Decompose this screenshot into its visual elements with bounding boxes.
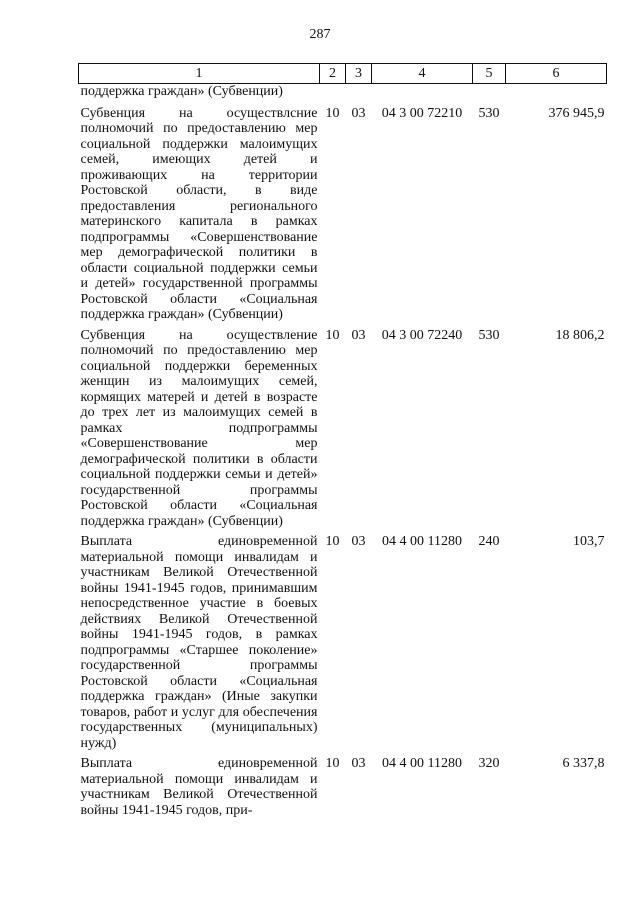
row-expense-type: 530 [478, 327, 500, 343]
row-section: 10 [325, 105, 340, 121]
table-row [79, 106, 607, 328]
row-amount: 18 806,2 [555, 327, 605, 343]
row-amount: 6 337,8 [562, 756, 605, 771]
header-col-4: 4 [372, 64, 473, 84]
header-col-5: 5 [473, 64, 506, 84]
header-col-1: 1 [79, 64, 320, 84]
row-amount: 376 945,9 [548, 105, 605, 121]
row-target-article: 04 3 00 72210 [381, 105, 463, 121]
row-target-article: 04 4 00 11280 [382, 534, 462, 549]
row-expense-type: 320 [478, 756, 500, 771]
row-subsection: 03 [351, 327, 366, 343]
row-section: 10 [325, 534, 340, 549]
row-section: 10 [325, 327, 340, 343]
row-amount: 103,7 [573, 534, 605, 549]
table-row [79, 328, 607, 535]
row-expense-type: 240 [478, 534, 500, 549]
row-subsection: 03 [351, 105, 366, 121]
row-subsection: 03 [351, 756, 366, 771]
row-target-article: 04 3 00 72240 [381, 327, 463, 343]
continuation-row [79, 84, 607, 106]
row-description: Выплата единовременной материальной помощи инвалидам и участникам Великой Отечественной войны 1941-1945 годов, принимавшим непосредственное участие в боевых действиях Великой Отечественной войны 1941-1945 годов, в рамках подпрограммы «Старшее поколение» государственной программы Ростовской области «Социальная поддержка граждан» (Иные закупки товаров, работ и услуг для обеспечения государственных (муниципальных) нужд) [80, 534, 318, 751]
header-row [79, 64, 607, 84]
budget-table [78, 63, 607, 823]
header-col-3: 3 [346, 64, 372, 84]
row-section: 10 [325, 756, 340, 771]
header-col-6: 6 [506, 64, 607, 84]
table-body [79, 84, 607, 824]
row-subsection: 03 [351, 534, 366, 549]
row-description: Выплата единовременной материальной помощи инвалидам и участникам Великой Отечественной войны 1941-1945 годов, при- [80, 756, 318, 818]
table-header [79, 64, 607, 84]
table-row [79, 756, 607, 823]
row-expense-type: 530 [478, 105, 500, 121]
row-target-article: 04 4 00 11280 [382, 756, 462, 771]
continuation-text: поддержка граждан» (Субвенции) [80, 84, 283, 99]
header-col-2: 2 [320, 64, 346, 84]
page-number: 287 [309, 27, 331, 42]
row-description: Субвенция на осуществлсние полномочий по предоставлению мер социальной поддержки малоимущих семей, имеющих детей и проживающих на территории Ростовской области, в виде предоставления регионального материнского капитала в рамках подпрограммы «Совершенствование мер демографической политики в области социальной поддержки семьи и детей» государственной программы Ростовской области «Социальная поддержка граждан» (Субвенции) [80, 105, 318, 322]
table-row [79, 534, 607, 756]
row-description: Субвенция на осуществление полномочий по предоставлению мер социальной поддержки беременных женщин из малоимущих семей, кормящих матерей и детей в возрасте до трех лет из малоимущих семей в рамках подпрограммы «Совершенствование мер демографической политики в области социальной поддержки семьи и детей» государственной программы Ростовской области «Социальная поддержка граждан» (Субвенции) [80, 327, 318, 529]
